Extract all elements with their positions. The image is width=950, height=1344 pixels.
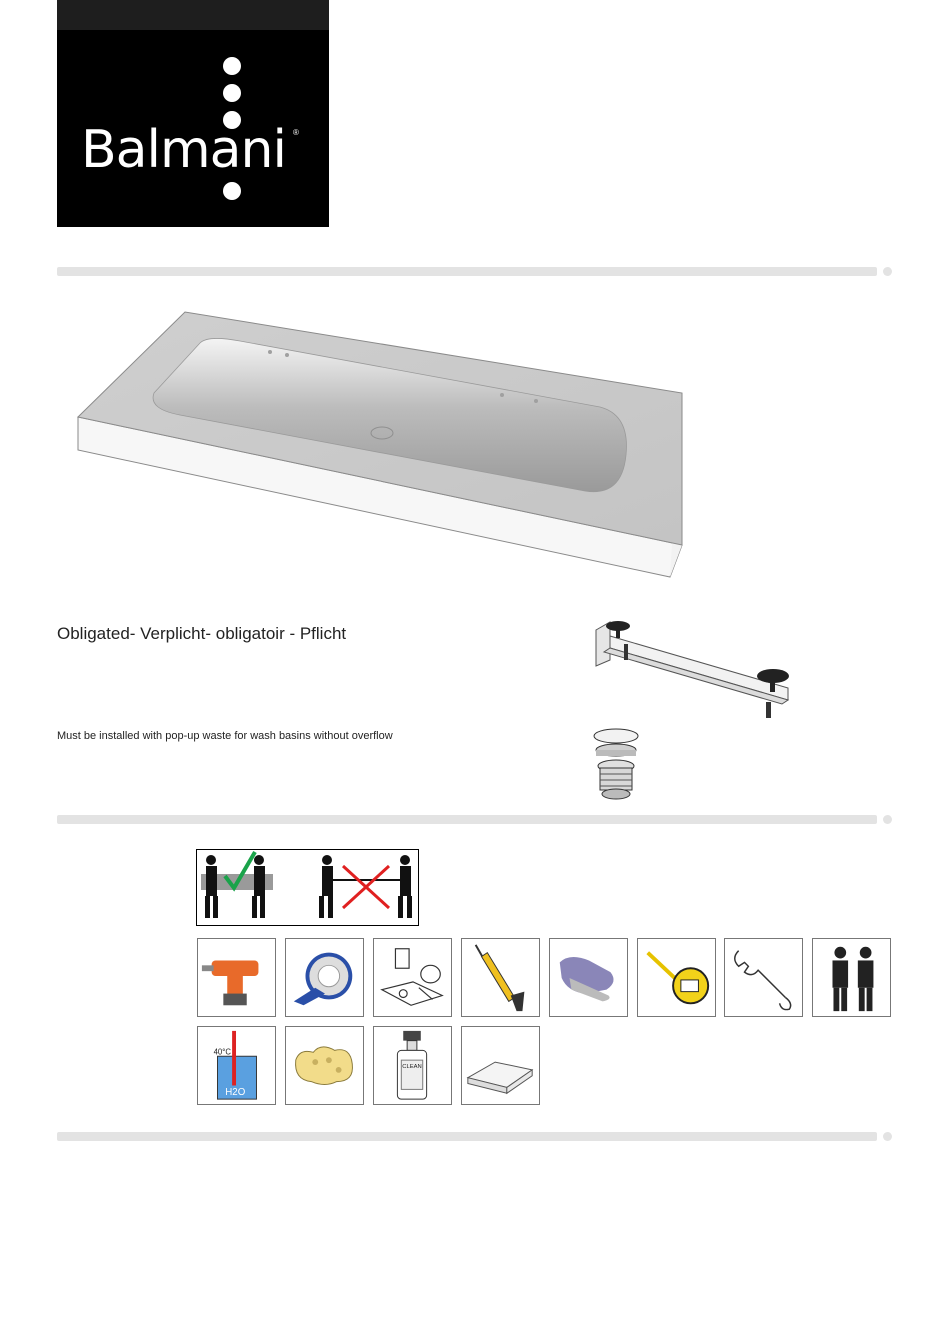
logo-top-band: [57, 0, 329, 30]
drill-icon: [197, 938, 276, 1017]
water-label: H2O: [225, 1087, 246, 1099]
sponge-icon: [285, 1026, 364, 1105]
hole-saw-kit-icon: [373, 938, 452, 1017]
registered-mark: ®: [293, 128, 299, 137]
two-person-carry-icons: [197, 850, 418, 925]
wash-basin-illustration: [70, 305, 690, 590]
pop-up-waste-illustration: [585, 726, 647, 804]
gloves-icon: [549, 938, 628, 1017]
water-temp-label: 40°C: [213, 1047, 231, 1057]
section-divider-dot: [883, 815, 892, 824]
water-40c-icon: [197, 1026, 276, 1105]
logo-dot: [223, 57, 241, 75]
two-person-carry-correct-icon: [201, 852, 273, 918]
brand-name: Balmani: [81, 120, 286, 180]
two-persons-icon: [812, 938, 891, 1017]
spray-label: CLEAN: [402, 1063, 422, 1070]
logo-dot: [223, 182, 241, 200]
tape-roll-icon: [285, 938, 364, 1017]
two-person-carry-wrong-icon: [319, 855, 412, 918]
brand-logo: [57, 0, 329, 227]
section-divider-dot: [883, 1132, 892, 1141]
section-divider-dot: [883, 267, 892, 276]
silicone-gun-icon: [461, 938, 540, 1017]
obligated-heading: Obligated- Verplicht- obligatoir - Pflicht: [57, 624, 347, 643]
section-divider: [57, 815, 877, 824]
wrench-icon: [724, 938, 803, 1017]
pop-up-waste-note: Must be installed with pop-up waste for wash basins without overflow: [57, 730, 393, 742]
logo-dot: [223, 84, 241, 102]
section-divider: [57, 1132, 877, 1141]
carry-instruction-box: [196, 849, 419, 926]
measuring-tape-icon: [637, 938, 716, 1017]
wall-bracket-illustration: [588, 618, 808, 723]
section-divider: [57, 267, 877, 276]
cleaning-spray-icon: [373, 1026, 452, 1105]
cloth-icon: [461, 1026, 540, 1105]
